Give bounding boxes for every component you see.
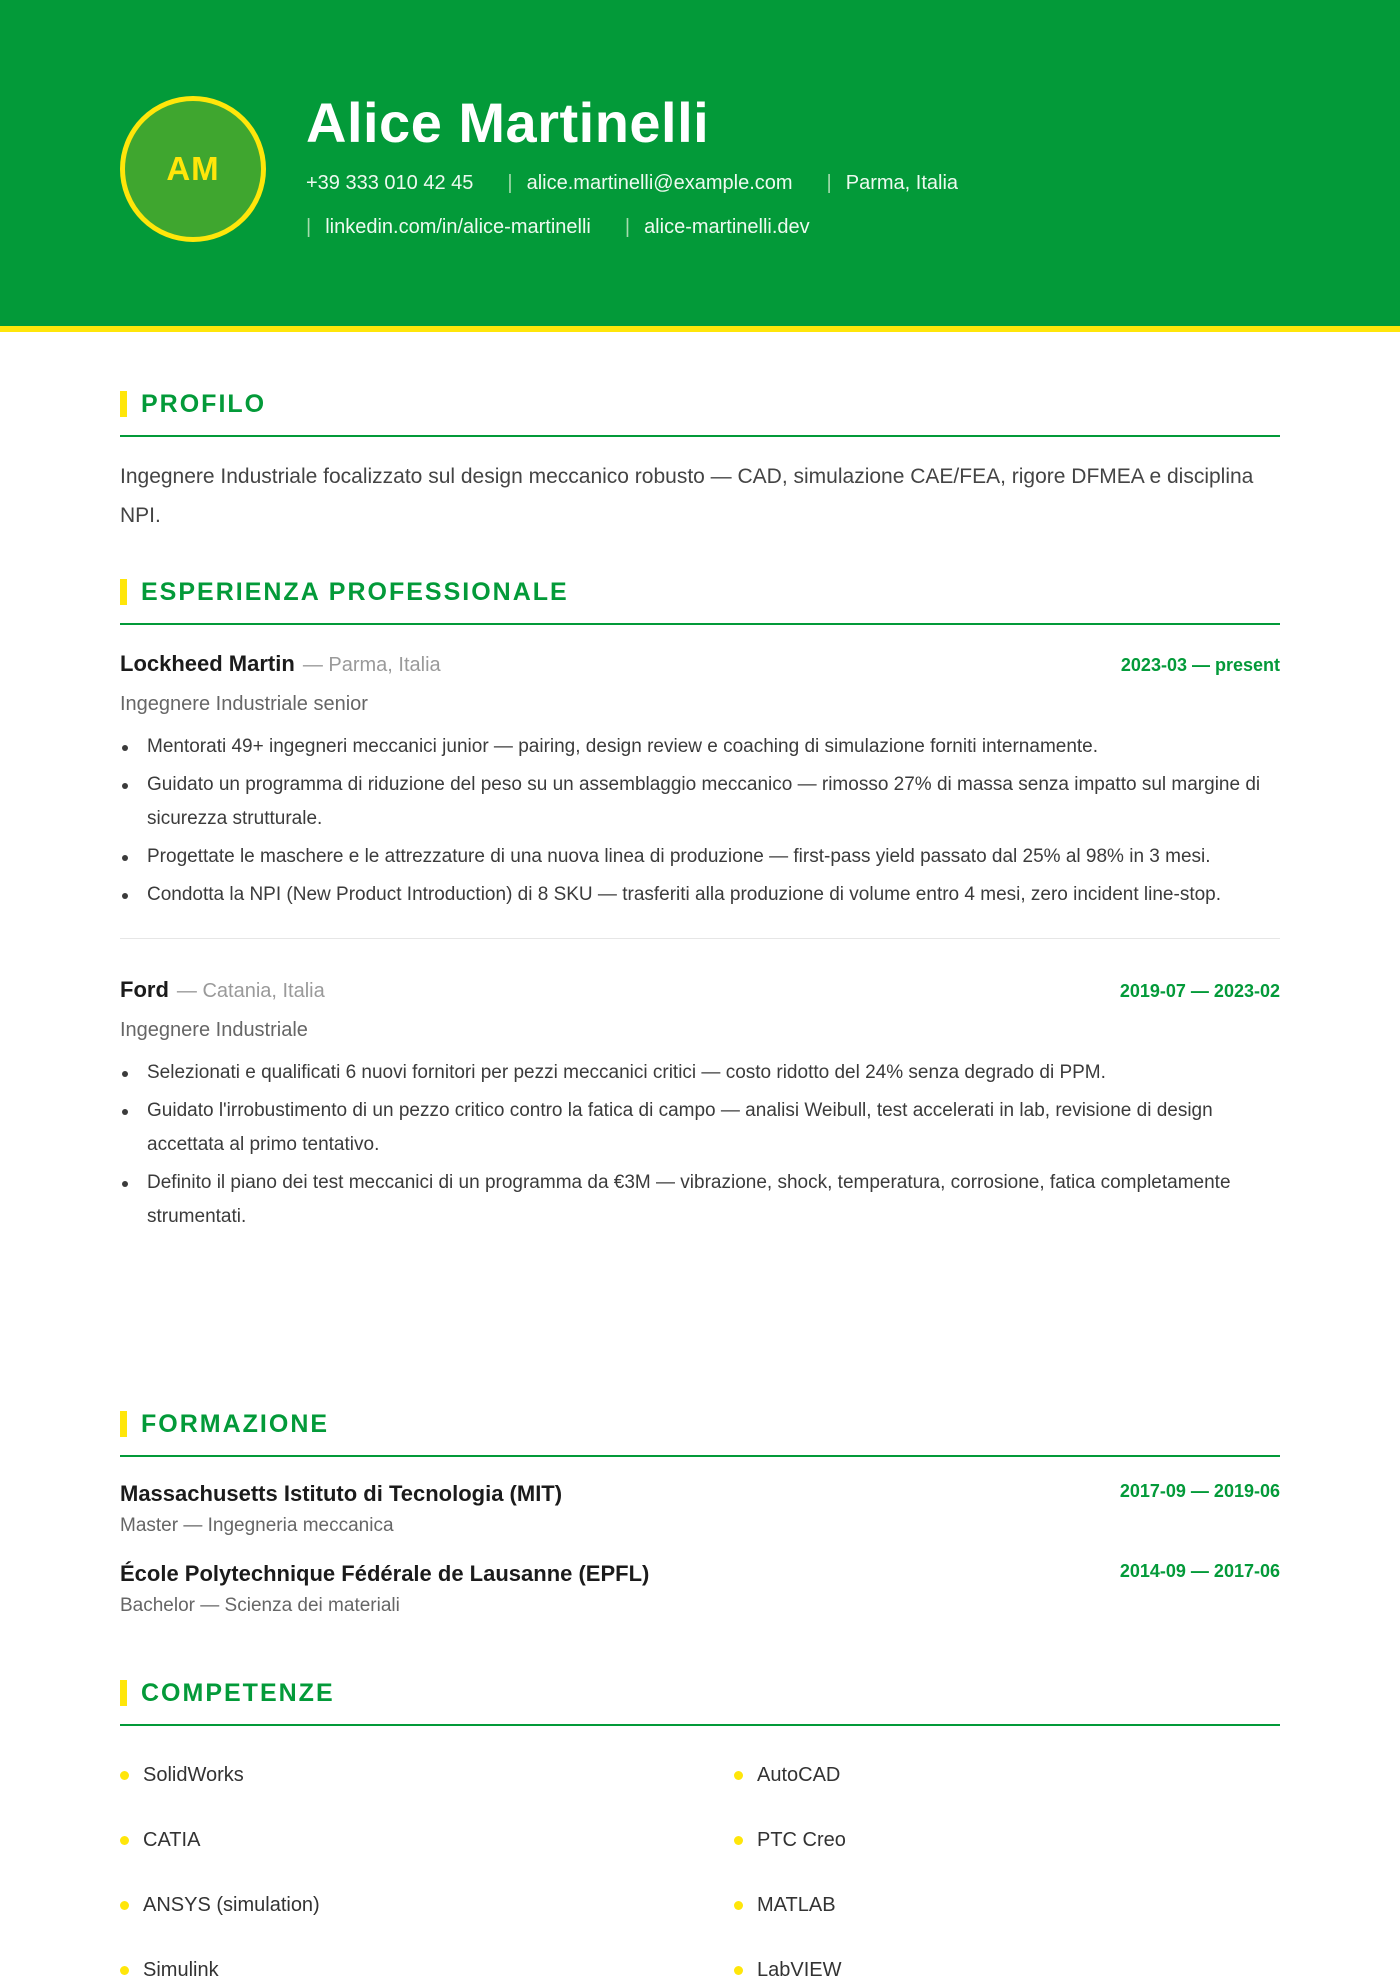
bullet-item: Guidato l'irrobustimento di un pezzo critico contro la fatica di campo — analisi Weibull, test accelerati in lab, revisione di design accettata al primo tentativo. [120, 1094, 1280, 1162]
education-dates: 2014-09 — 2017-06 [1119, 1561, 1280, 1581]
skills-section [120, 1678, 1280, 1980]
location: Parma, Italia [845, 172, 959, 194]
degree: Bachelor — Scienza dei materiali [120, 1595, 400, 1616]
contact-row-2 [306, 216, 810, 239]
phone: +39 333 010 42 45 [306, 172, 474, 194]
job-bullets [120, 1056, 1280, 1234]
skill-item: ANSYS (simulation) [120, 1892, 734, 1918]
skills-grid [120, 1762, 1280, 1980]
contact-row-1 [306, 172, 958, 195]
skill-bullet [120, 1966, 129, 1975]
skill-item: MATLAB [734, 1892, 1280, 1918]
skill-bullet [120, 1836, 129, 1845]
skill-bullet [734, 1771, 743, 1780]
profile-section [120, 389, 1280, 535]
skill-item: LabVIEW [734, 1957, 1280, 1980]
education-dates: 2017-09 — 2019-06 [1119, 1481, 1280, 1501]
job-dates: 2019-07 — 2023-02 [1119, 981, 1280, 1001]
avatar-initials: AM [166, 150, 220, 187]
candidate-name: Alice Martinelli [306, 91, 710, 154]
education-section [120, 1409, 1280, 1617]
bullet-item: Guidato un programma di riduzione del peso su un assemblaggio meccanico — rimosso 27% di massa senza impatto sul margine di sicurezza strutturale. [120, 768, 1280, 836]
section-marker [120, 391, 127, 417]
contact-separator: | [507, 172, 513, 194]
section-title: PROFILO [141, 389, 267, 418]
skill-bullet [120, 1771, 129, 1780]
bullet-item: Mentorati 49+ ingegneri meccanici junior — pairing, design review e coaching di simulazione forniti internamente. [120, 730, 1280, 764]
website-link[interactable]: alice-martinelli.dev [644, 216, 810, 238]
skill-bullet [734, 1901, 743, 1910]
job-role: Ingegnere Industriale [120, 1019, 308, 1041]
school-name: Massachusetts Istituto di Tecnologia (MIT) [120, 1481, 563, 1506]
skill-item: Simulink [120, 1957, 734, 1980]
section-rule [120, 623, 1280, 625]
job-entry [120, 977, 1280, 1234]
education-entry [120, 1561, 1280, 1617]
company-name: Ford [120, 977, 169, 1002]
school-name: École Polytechnique Fédérale de Lausanne (EPFL) [120, 1561, 650, 1586]
skill-item: CATIA [120, 1827, 734, 1853]
bullet-item: Definito il piano dei test meccanici di un programma da €3M — vibrazione, shock, temperatura, corrosione, fatica completamente strumentati. [120, 1166, 1280, 1234]
bullet-item: Selezionati e qualificati 6 nuovi fornitori per pezzi meccanici critici — costo ridotto del 24% senza degrado di PPM. [120, 1056, 1280, 1090]
email-link[interactable]: alice.martinelli@example.com [526, 172, 793, 194]
contact-separator: | [826, 172, 832, 194]
contact-separator: | [306, 216, 312, 238]
section-heading [120, 1409, 1280, 1439]
job-location: — Parma, Italia [302, 654, 441, 676]
contact-separator: | [624, 216, 631, 238]
job-entry [120, 651, 1280, 912]
section-title: FORMAZIONE [141, 1409, 330, 1438]
bullet-item: Condotta la NPI (New Product Introduction) di 8 SKU — trasferiti alla produzione di volume entro 4 mesi, zero incident line-stop. [120, 878, 1280, 912]
skill-item: AutoCAD [734, 1762, 1280, 1788]
degree: Master — Ingegneria meccanica [120, 1515, 394, 1536]
section-title: ESPERIENZA PROFESSIONALE [141, 577, 569, 606]
job-dates: 2023-03 — present [1120, 655, 1280, 675]
job-divider [120, 938, 1280, 939]
section-marker [120, 1411, 127, 1437]
education-entry [120, 1481, 1280, 1537]
experience-section [120, 577, 1280, 1238]
company-name: Lockheed Martin [120, 651, 295, 676]
section-rule [120, 1724, 1280, 1726]
section-heading [120, 577, 1280, 607]
job-bullets [120, 730, 1280, 912]
header-accent-stripe [0, 326, 1400, 332]
section-title: COMPETENZE [141, 1678, 335, 1707]
job-location: — Catania, Italia [176, 980, 325, 1002]
skill-bullet [734, 1836, 743, 1845]
avatar [120, 96, 266, 242]
skill-item: SolidWorks [120, 1762, 734, 1788]
skill-bullet [120, 1901, 129, 1910]
profile-summary: Ingegnere Industriale focalizzato sul design meccanico robusto — CAD, simulazione CAE/FEA, rigore DFMEA e disciplina NPI. [120, 465, 1254, 527]
section-heading [120, 1678, 1280, 1708]
skill-bullet [734, 1966, 743, 1975]
linkedin-link[interactable]: linkedin.com/in/alice-martinelli [325, 216, 591, 238]
bullet-item: Progettate le maschere e le attrezzature di una nuova linea di produzione — first-pass yield passato dal 25% al 98% in 3 mesi. [120, 840, 1280, 874]
section-marker [120, 1680, 127, 1706]
job-role: Ingegnere Industriale senior [120, 693, 368, 715]
section-heading [120, 389, 1280, 419]
section-rule [120, 435, 1280, 437]
section-rule [120, 1455, 1280, 1457]
skill-item: PTC Creo [734, 1827, 1280, 1853]
resume-header [0, 0, 1400, 326]
section-marker [120, 579, 127, 605]
